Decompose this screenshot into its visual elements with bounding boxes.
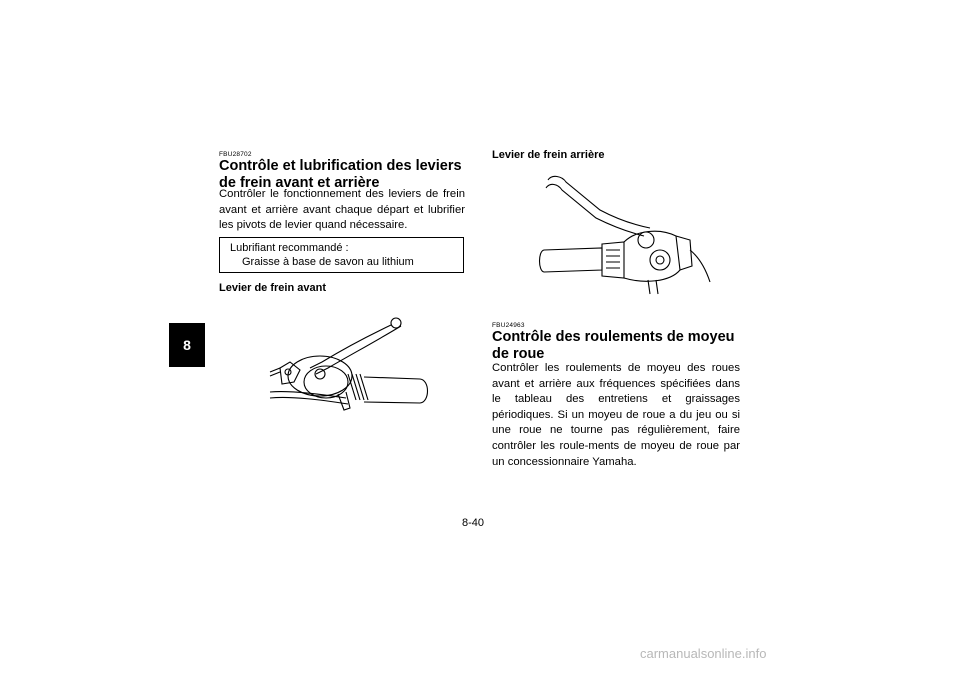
figure-caption-rear-lever: Levier de frein arrière [492, 149, 605, 161]
section-tab: 8 [169, 323, 205, 367]
watermark[interactable]: carmanualsonline.info [640, 646, 767, 661]
spec-value: Graisse à base de savon au lithium [242, 256, 414, 268]
section-title: Contrôle des roulements de moyeu de roue [492, 329, 735, 362]
spec-label: Lubrifiant recommandé : [230, 242, 349, 254]
section-code: FBU24963 [492, 322, 525, 329]
page-number: 8-40 [462, 517, 485, 529]
section-body: Contrôler le fonctionnement des leviers de frein avant et arrière avant chaque départ et lubrifier les pivots de levier quand nécessaire. [219, 188, 465, 232]
figure-caption-front-lever: Levier de frein avant [219, 282, 326, 294]
front-brake-lever-illustration [260, 310, 440, 420]
lubricant-spec-box [219, 237, 464, 273]
section-code: FBU28702 [219, 151, 252, 158]
section-title: Contrôle et lubrification des leviers de frein avant et arrière [219, 158, 462, 191]
section-body: Contrôler les roulements de moyeu des roues avant et arrière aux fréquences spécifiées dans le tableau des entretiens et graissages périodiques. Si un moyeu de roue a du jeu ou si une roue ne tourne pas régulièrement, faire contrôler les roule-ments de moyeu de roue par un concessionnaire Yamaha. [492, 362, 740, 468]
rear-brake-lever-illustration [540, 170, 710, 300]
